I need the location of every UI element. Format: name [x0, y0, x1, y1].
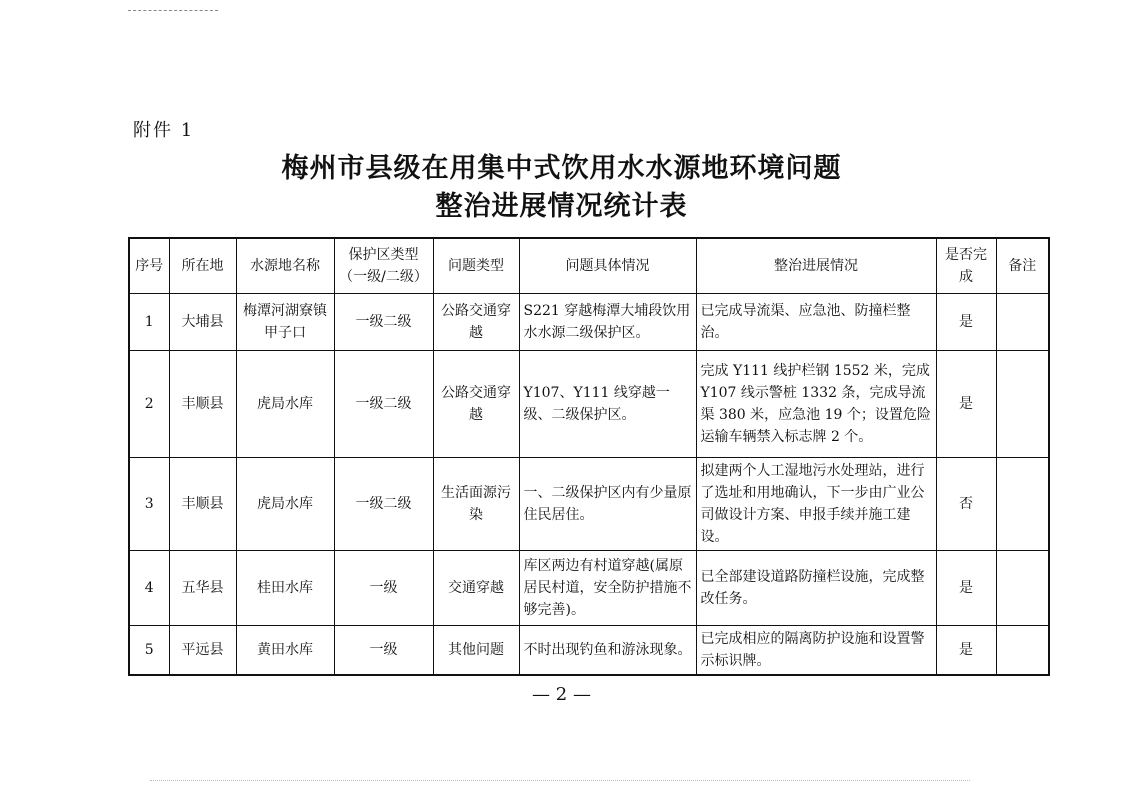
cell-progress: 拟建两个人工湿地污水处理站，进行了选址和用地确认，下一步由广业公司做设计方案、申报手续并施工建设。	[696, 458, 936, 551]
cell-note	[996, 351, 1049, 458]
cell-type: 公路交通穿越	[433, 351, 519, 458]
cell-progress: 已完成导流渠、应急池、防撞栏整治。	[696, 294, 936, 351]
cell-done: 是	[936, 626, 996, 676]
cell-type: 公路交通穿越	[433, 294, 519, 351]
cell-done: 是	[936, 351, 996, 458]
statistics-table	[128, 237, 1050, 676]
header-completed: 是否完成	[936, 238, 996, 294]
cell-progress: 已完成相应的隔离防护设施和设置警示标识牌。	[696, 626, 936, 676]
header-zone-type: 保护区类型（一级/二级）	[334, 238, 433, 294]
document-title-line2: 整治进展情况统计表	[435, 191, 688, 222]
cell-progress: 完成 Y111 线护栏钢 1552 米，完成 Y107 线示警桩 1332 条，完成导流渠 380 米，应急池 19 个；设置危险运输车辆禁入标志牌 2 个。	[696, 351, 936, 458]
cell-source: 虎局水库	[236, 458, 334, 551]
cell-location: 平远县	[169, 626, 236, 676]
header-source-name: 水源地名称	[236, 238, 334, 294]
cell-done: 是	[936, 294, 996, 351]
table-row	[129, 551, 1049, 626]
cell-source: 桂田水库	[236, 551, 334, 626]
scan-artifact	[150, 780, 970, 782]
table-row	[129, 351, 1049, 458]
attachment-label: 附件 1	[133, 120, 195, 141]
cell-problem: 库区两边有村道穿越(属原居民村道，安全防护措施不够完善)。	[519, 551, 696, 626]
table-header-row	[129, 238, 1049, 294]
cell-zone: 一级二级	[334, 458, 433, 551]
table-row	[129, 626, 1049, 676]
cell-no: 4	[129, 551, 169, 626]
cell-no: 1	[129, 294, 169, 351]
cell-problem: 一、二级保护区内有少量原住民居住。	[519, 458, 696, 551]
header-problem-detail: 问题具体情况	[519, 238, 696, 294]
cell-source: 梅潭河湖寮镇甲子口	[236, 294, 334, 351]
cell-type: 其他问题	[433, 626, 519, 676]
cell-location: 大埔县	[169, 294, 236, 351]
table-row	[129, 294, 1049, 351]
cell-problem: Y107、Y111 线穿越一级、二级保护区。	[519, 351, 696, 458]
cell-problem: 不时出现钓鱼和游泳现象。	[519, 626, 696, 676]
header-no: 序号	[129, 238, 169, 294]
cell-no: 2	[129, 351, 169, 458]
cell-note	[996, 551, 1049, 626]
cell-no: 3	[129, 458, 169, 551]
page-number: — 2 —	[532, 684, 591, 705]
cell-progress: 已全部建设道路防撞栏设施，完成整改任务。	[696, 551, 936, 626]
cell-done: 是	[936, 551, 996, 626]
cell-type: 交通穿越	[433, 551, 519, 626]
cell-zone: 一级二级	[334, 351, 433, 458]
cell-source: 黄田水库	[236, 626, 334, 676]
cell-type: 生活面源污染	[433, 458, 519, 551]
cell-note	[996, 294, 1049, 351]
cell-zone: 一级	[334, 551, 433, 626]
scan-artifact	[128, 10, 218, 13]
cell-zone: 一级	[334, 626, 433, 676]
cell-source: 虎局水库	[236, 351, 334, 458]
cell-note	[996, 626, 1049, 676]
header-progress: 整治进展情况	[696, 238, 936, 294]
header-note: 备注	[996, 238, 1049, 294]
cell-problem: S221 穿越梅潭大埔段饮用水水源二级保护区。	[519, 294, 696, 351]
cell-no: 5	[129, 626, 169, 676]
header-problem-type: 问题类型	[433, 238, 519, 294]
cell-location: 丰顺县	[169, 351, 236, 458]
table-row	[129, 458, 1049, 551]
cell-location: 五华县	[169, 551, 236, 626]
document-title-line1: 梅州市县级在用集中式饮用水水源地环境问题	[281, 153, 842, 184]
cell-done: 否	[936, 458, 996, 551]
cell-zone: 一级二级	[334, 294, 433, 351]
cell-note	[996, 458, 1049, 551]
cell-location: 丰顺县	[169, 458, 236, 551]
header-location: 所在地	[169, 238, 236, 294]
